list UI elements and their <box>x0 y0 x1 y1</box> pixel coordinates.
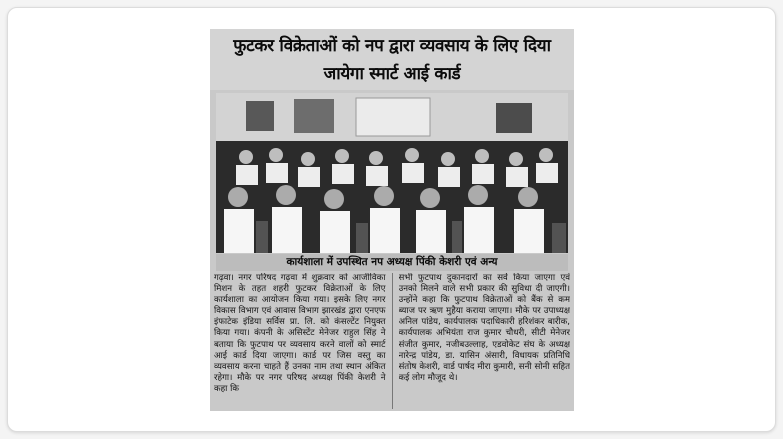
article-body <box>214 273 570 409</box>
article-column-1: गढ़वा। नगर परिषद गढ़वा में शुक्रवार को आजीविका मिशन के तहत शहरी फुटकर विक्रेताओं के लिए कार्यशाला का आयोजन किया गया। इसके लिए नगर विकास विभाग एवं आवास विभाग झारखंड द्वारा एनएफ इंफाटेक इंडिया सर्विस प्रा. लि. को कंसल्टेंट नियुक्त किया गया। कंपनी के असिस्टेंट मेनेजर राहुल सिंह ने बताया कि फुटपाथ पर व्यवसाय करने वालों को स्मार्ट आई कार्ड दिया जाएगा। कार्ड पर जिस वस्तु का व्यवसाय करना चाहते हैं उनका नाम तथा स्थान अंकित रहेगा। मौके पर नगर परिषद अध्यक्ष पिंकी केशरी ने कहा कि <box>214 273 386 394</box>
column-divider <box>392 273 393 409</box>
audience-illustration <box>216 93 568 253</box>
article-column-2: सभी फुटपाथ दुकानदारों का सर्वे किया जाएगा एवं उनको मिलने वाले सभी प्रकार की सुविधा दी जाएगी। उन्होंने कहा कि फुटपाथ विक्रेताओं को बैंक से कम ब्याज पर ऋण मुहैया कराया जाएगा। मौके पर उपाध्यक्ष अनिल पांडेय, कार्यपालक पदाधिकारी हरिशंकर बारीक, कार्यपालक अभियंता राज कुमार चौधरी, सीटी मेनेजर संजीत कुमार, नजीबउल्लाह, एडवोकेट संघ के अध्यक्ष नारेन्द्र पांडेय, डा. यासिन अंसारी, विधायक प्रतिनिधि संतोष केशरी, वार्ड पार्षद मीरा कुमारी, सनी सोनी सहित कई लोग मौजूद थे। <box>398 273 570 383</box>
headline: फुटकर विक्रेताओं को नप द्वारा व्यवसाय के लिए दिया जायेगा स्मार्ट आई कार्ड <box>210 29 574 90</box>
newspaper-clipping <box>210 29 574 411</box>
workshop-photo <box>216 93 568 253</box>
photo-caption: कार्यशाला में उपस्थित नप अध्यक्ष पिंकी केशरी एवं अन्य <box>216 254 568 271</box>
